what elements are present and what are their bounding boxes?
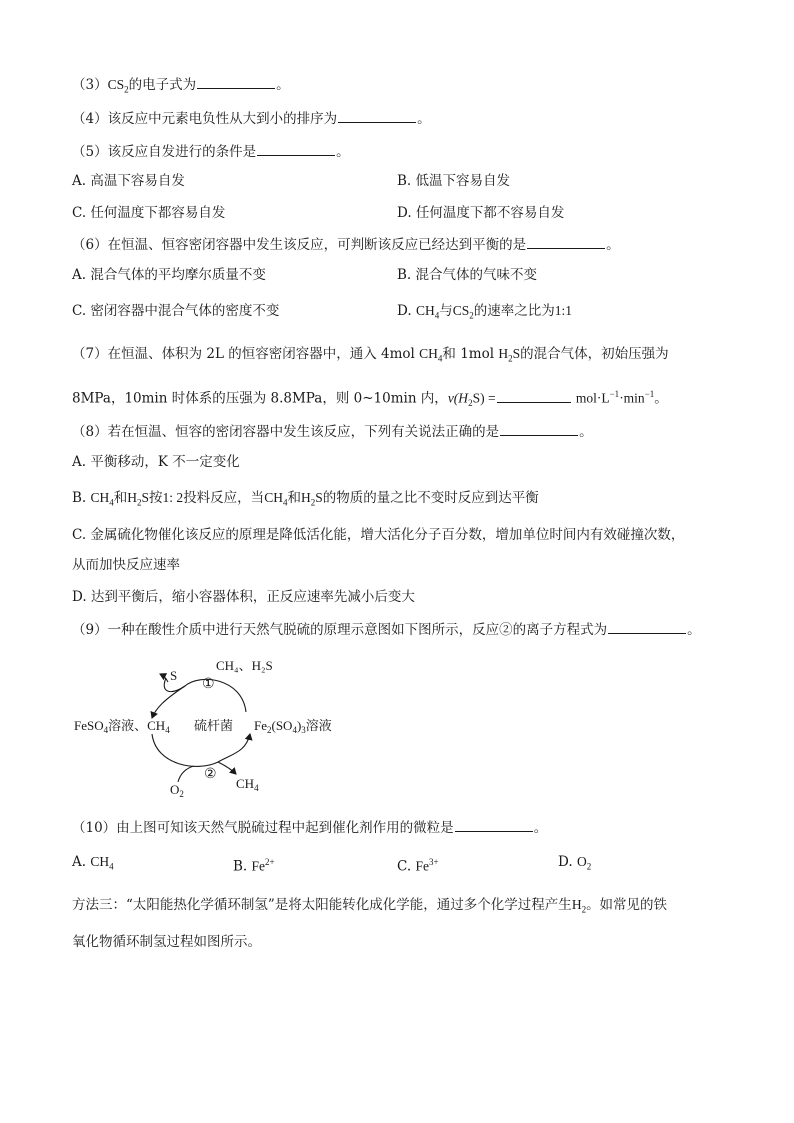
question-3 bbox=[72, 75, 290, 99]
diagram-top-left: S bbox=[170, 668, 178, 683]
q6-opt-d-label: D. bbox=[397, 303, 416, 319]
reaction-2-arrow-to-ch4 bbox=[218, 762, 236, 774]
diagram-bottom-right: $CH_4$ bbox=[236, 776, 259, 793]
diagram-left-species: FeSO$_4$溶液、$CH_4$ bbox=[74, 718, 170, 735]
q4-text: （4）该反应中元素电负性从大到小的排序为 bbox=[72, 111, 338, 127]
q8-opt-b-f2-end: S bbox=[141, 490, 150, 505]
q10-opt-b-formula: Fe bbox=[251, 858, 266, 874]
q6-opt-d-and: 与 bbox=[439, 303, 453, 319]
q6-opt-d-formula-1: CH bbox=[415, 303, 435, 318]
q9-answer-blank[interactable] bbox=[608, 620, 686, 634]
q7-text-4: 8MPa，10min 时体系的压强为 8.8MPa，则 0~10min 内， bbox=[72, 390, 448, 407]
diagram-circle-2: ② bbox=[204, 767, 217, 782]
q7-unit-a: mol·L bbox=[575, 390, 610, 406]
q9-text: （9）一种在酸性介质中进行天然气脱硫的原理示意图如下图所示，反应②的离子方程式为 bbox=[72, 622, 608, 638]
diagram-right-species: $Fe_2(SO_4)_3$溶液 bbox=[254, 718, 332, 735]
q8-option-c-line-1[interactable]: C. 金属硫化物催化该反应的原理是降低活化能，增大活化分子百分数，增加单位时间内有效碰撞次数， bbox=[72, 527, 685, 543]
q8-end: 。 bbox=[579, 424, 593, 440]
q6-opt-d-formula-1-sub: 4 bbox=[434, 310, 440, 321]
question-9 bbox=[72, 620, 701, 639]
q6-end: 。 bbox=[606, 237, 620, 253]
q7-formula-ch4: CH bbox=[419, 346, 438, 361]
q5-option-d[interactable]: D. 任何温度下都不容易自发 bbox=[397, 205, 565, 221]
q7-rate-expr: v(H bbox=[447, 390, 469, 406]
diagram-top-right: CH₄、H₂S bbox=[216, 658, 273, 673]
q8-opt-b-text: 的物质的量之比不变时反应到达平衡 bbox=[322, 490, 539, 506]
q6-option-a[interactable]: A. 混合气体的平均摩尔质量不变 bbox=[72, 267, 266, 283]
q8-answer-blank[interactable] bbox=[500, 422, 578, 436]
q10-option-a[interactable] bbox=[72, 853, 114, 876]
method-3-formula-h2: H bbox=[571, 897, 582, 912]
q10-answer-blank[interactable] bbox=[455, 818, 533, 832]
q7-unit-b-sup: −1 bbox=[644, 389, 655, 399]
q4-answer-blank[interactable] bbox=[338, 109, 416, 123]
q6-option-c[interactable]: C. 密闭容器中混合气体的密度不变 bbox=[72, 303, 280, 319]
q6-opt-d-formula-2-sub: 2 bbox=[469, 310, 474, 321]
q4-end: 。 bbox=[417, 111, 431, 127]
q6-text: （6）在恒温、恒容密闭容器中发生该反应，可判断该反应已经达到平衡的是 bbox=[72, 237, 527, 253]
q8-opt-b-f4: H bbox=[300, 490, 311, 505]
q7-unit-b: ·min bbox=[619, 390, 645, 406]
q8-opt-b-mid: 按 bbox=[149, 490, 163, 506]
q8-opt-b-f3: CH bbox=[264, 490, 283, 505]
reaction-2-arc bbox=[152, 734, 250, 766]
q10-opt-d-label: D. bbox=[558, 854, 577, 870]
question-7-line-1 bbox=[72, 345, 669, 368]
reaction-1-arrow-to-s bbox=[160, 674, 168, 682]
q7-formula-ch4-sub: 4 bbox=[437, 353, 443, 364]
q6-opt-d-formula-2: CS bbox=[452, 303, 470, 318]
q3-formula: CS bbox=[107, 77, 125, 92]
q8-opt-b-f3-sub: 4 bbox=[282, 497, 288, 508]
q3-end: 。 bbox=[276, 77, 290, 93]
q8-opt-b-f1: CH bbox=[90, 490, 110, 505]
q5-text: （5）该反应自发进行的条件是 bbox=[72, 144, 257, 160]
q5-option-a[interactable]: A. 高温下容易自发 bbox=[72, 173, 185, 189]
question-4 bbox=[72, 109, 431, 128]
q7-formula-h2s-end: S bbox=[512, 346, 521, 361]
q10-option-b[interactable] bbox=[233, 853, 275, 876]
q10-opt-a-sub: 4 bbox=[109, 861, 114, 872]
q8-opt-b-mid2: 投料反应，当 bbox=[183, 490, 265, 506]
q7-text-3: 的混合气体，初始压强为 bbox=[520, 346, 669, 362]
q8-option-a[interactable]: A. 平衡移动，K 不一定变化 bbox=[72, 454, 240, 470]
q3-answer-blank[interactable] bbox=[197, 75, 275, 89]
q10-text: （10）由上图可知该天然气脱硫过程中起到催化剂作用的微粒是 bbox=[72, 820, 454, 836]
q5-answer-blank[interactable] bbox=[257, 142, 335, 156]
q10-option-c[interactable] bbox=[397, 853, 439, 876]
question-10 bbox=[72, 818, 547, 837]
q8-opt-b-f2: H bbox=[127, 490, 138, 505]
q8-opt-b-and2: 和 bbox=[287, 490, 301, 506]
q7-formula-h2s-sub: 2 bbox=[508, 353, 513, 364]
q6-opt-d-text: 的速率之比为 bbox=[473, 303, 555, 319]
q10-opt-b-sup: 2+ bbox=[265, 857, 275, 867]
q5-option-b[interactable]: B. 低温下容易自发 bbox=[397, 173, 511, 189]
diagram-circle-1: ① bbox=[202, 677, 215, 692]
question-5 bbox=[72, 142, 350, 161]
q8-opt-b-label: B. bbox=[72, 490, 91, 506]
q10-opt-a-formula: CH bbox=[90, 854, 110, 869]
q7-rate-expr-end: S) = bbox=[472, 390, 496, 406]
q10-opt-d-sub: 2 bbox=[586, 861, 592, 872]
question-7-line-2 bbox=[72, 385, 668, 412]
q7-text-1: （7）在恒温、体积为 2L 的恒容密闭容器中，通入 4mol bbox=[72, 346, 420, 362]
diagram-bottom-left: $O_2$ bbox=[170, 782, 184, 799]
q8-opt-b-f2-sub: 2 bbox=[137, 497, 142, 508]
q8-text: （8）若在恒温、恒容的密闭容器中发生该反应，下列有关说法正确的是 bbox=[72, 424, 500, 440]
q5-end: 。 bbox=[336, 144, 350, 160]
q6-opt-d-ratio: 1:1 bbox=[554, 303, 572, 318]
diagram-center-label: 硫杆菌 bbox=[194, 718, 234, 733]
q8-opt-b-f4-end: S bbox=[315, 490, 323, 505]
question-6 bbox=[72, 235, 620, 254]
q6-option-b[interactable]: B. 混合气体的气味不变 bbox=[397, 267, 538, 283]
q8-option-d[interactable]: D. 达到平衡后，缩小容器体积，正反应速率先减小后变大 bbox=[72, 589, 415, 605]
method-3-text-2: 。如常见的铁 bbox=[586, 897, 668, 913]
q10-opt-c-label: C. bbox=[397, 858, 416, 875]
q10-option-d[interactable] bbox=[558, 853, 591, 876]
method-3-line-2: 氧化物循环制氢过程如图所示。 bbox=[72, 934, 261, 950]
q10-opt-b-label: B. bbox=[233, 858, 252, 875]
q10-end: 。 bbox=[533, 820, 548, 836]
q6-answer-blank[interactable] bbox=[527, 235, 605, 249]
reaction-2-o2-entry bbox=[178, 766, 194, 782]
q7-text-2: 和 1mol bbox=[442, 346, 499, 362]
q9-end: 。 bbox=[687, 622, 701, 638]
q7-answer-blank[interactable] bbox=[497, 389, 571, 403]
q8-opt-b-f4-sub: 2 bbox=[310, 497, 316, 508]
question-8 bbox=[72, 422, 593, 441]
q10-opt-a-label: A. bbox=[72, 854, 91, 870]
q8-opt-b-and: 和 bbox=[113, 490, 128, 506]
q7-end: 。 bbox=[654, 390, 668, 407]
q3-number: （3） bbox=[72, 77, 108, 93]
q7-rate-expr-sub: 2 bbox=[468, 398, 473, 409]
method-3-line-1 bbox=[72, 896, 667, 919]
q8-option-c-line-2: 从而加快反应速率 bbox=[72, 557, 180, 573]
desulfurization-cycle-diagram bbox=[60, 648, 380, 804]
method-3-text-1: 方法三：“太阳能热化学循环制氢”是将太阳能转化成化学能，通过多个化学过程产生 bbox=[72, 897, 572, 913]
q10-opt-c-formula: Fe bbox=[415, 858, 429, 874]
q3-formula-sub: 2 bbox=[124, 84, 129, 95]
q7-unit-a-sup: −1 bbox=[609, 389, 620, 399]
q3-text: 的电子式为 bbox=[128, 77, 197, 93]
q8-opt-b-f1-sub: 4 bbox=[109, 497, 114, 508]
q8-opt-b-ratio: 1: 2 bbox=[162, 490, 184, 505]
q8-option-b[interactable] bbox=[72, 489, 539, 512]
q10-opt-c-sup: 3+ bbox=[428, 857, 439, 867]
q5-option-c[interactable]: C. 任何温度下都容易自发 bbox=[72, 205, 226, 221]
q6-option-d[interactable] bbox=[397, 302, 572, 325]
method-3-formula-h2-sub: 2 bbox=[581, 904, 587, 915]
q10-opt-d-formula: O bbox=[576, 854, 587, 869]
q7-formula-h2s: H bbox=[498, 346, 509, 361]
